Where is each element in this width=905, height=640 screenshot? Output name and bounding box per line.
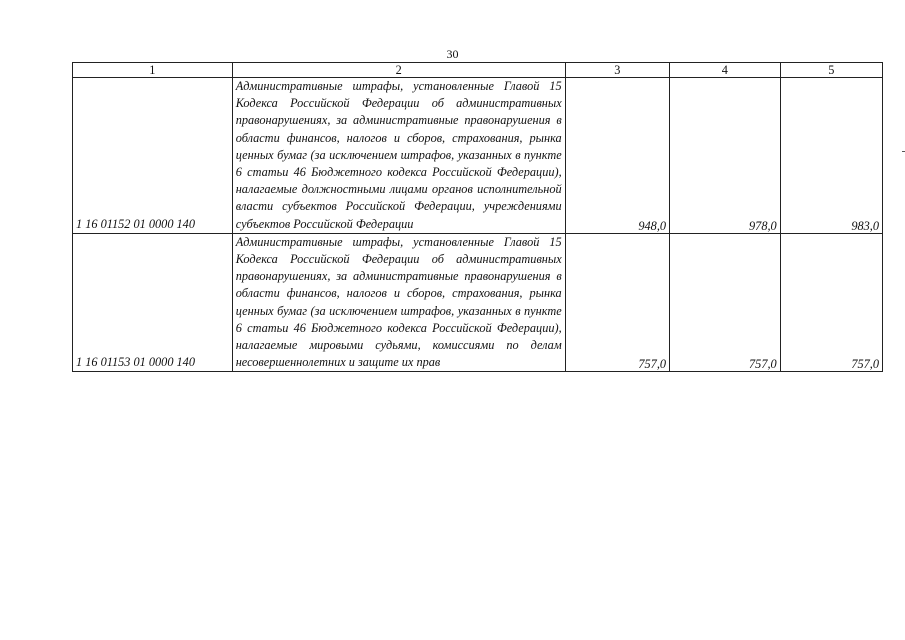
value-col-3: 948,0 (565, 78, 669, 234)
row-description: Административные штрафы, установленные Главой 15 Кодекса Российской Федерации об административных правонарушениях, за административные правонарушения в области финансов, налогов и сборов, страхования, рынка ценных бумаг (за исключением штрафов, указанных в пункте 6 статьи 46 Бюджетного кодекса Российской Федерации), налагаемые должностными лицами органов исполнительной власти субъектов Российской Федерации, учреждениями субъектов Российской Федерации (232, 78, 565, 234)
header-col-4: 4 (670, 63, 781, 78)
header-col-2: 2 (232, 63, 565, 78)
value-col-3: 757,0 (565, 233, 669, 372)
header-col-1: 1 (73, 63, 233, 78)
header-row (73, 63, 883, 78)
budget-table (72, 62, 883, 372)
table-row (73, 233, 883, 372)
budget-code: 1 16 01153 01 0000 140 (73, 233, 233, 372)
table-row (73, 78, 883, 234)
header-col-3: 3 (565, 63, 669, 78)
value-col-4: 757,0 (670, 233, 781, 372)
page-number: 30 (446, 47, 459, 61)
header-col-5: 5 (780, 63, 882, 78)
row-description: Административные штрафы, установленные Главой 15 Кодекса Российской Федерации об административных правонарушениях, за административные правонарушения в области финансов, налогов и сборов, страхования, рынка ценных бумаг (за исключением штрафов, указанных в пункте 6 статьи 46 Бюджетного кодекса Российской Федерации), налагаемые мировыми судьями, комиссиями по делам несовершеннолетних и защите их прав (232, 233, 565, 372)
value-col-5: 757,0 (780, 233, 882, 372)
value-col-5: 983,0 (780, 78, 882, 234)
budget-code: 1 16 01152 01 0000 140 (73, 78, 233, 234)
value-col-4: 978,0 (670, 78, 781, 234)
